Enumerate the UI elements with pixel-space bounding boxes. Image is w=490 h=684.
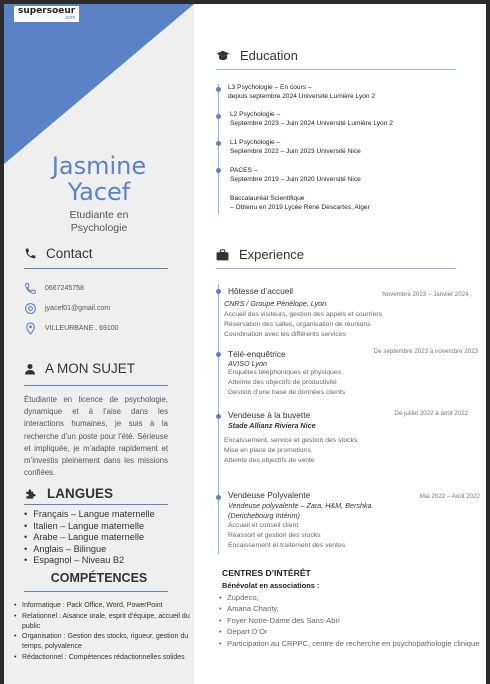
job-task: Atteinte des objectifs de vente (224, 457, 315, 464)
phone-outline-icon (24, 282, 37, 295)
experience-divider (216, 268, 456, 269)
timeline-dot (216, 352, 221, 357)
job-task: Accueil et conseil client (228, 522, 299, 529)
job-date: De septembre 2023 à novembre 2023 (373, 348, 478, 355)
education-degree: L3 Psychologie – En cours – (228, 84, 312, 91)
logo-domain: .com (64, 15, 76, 21)
contact-heading-text: Contact (46, 246, 93, 261)
subtitle-line-1: Etudiante en (69, 209, 129, 221)
list-item: • Français – Langue maternelle (24, 509, 155, 521)
education-details: Septembre 2022 – Juin 2023 Université Nice (230, 148, 361, 155)
about-heading-text: A MON SUJET (45, 361, 136, 376)
job-tasks (224, 436, 357, 466)
job-date: De juillet 2022 à août 2022 (394, 410, 468, 417)
contact-phone-row (24, 282, 84, 295)
timeline-dot (216, 414, 221, 419)
person-icon (24, 363, 36, 375)
education-entry (230, 166, 361, 184)
list-item: • Relationnel : Aisance orale, esprit d’équipe, accueil du public (14, 612, 192, 632)
job-task: Accueil des visiteurs, gestion des appels et courriers (224, 311, 382, 318)
list-item: • Organisation : Gestion des stocks, rigueur, gestion du temps, polyvalence (14, 632, 192, 652)
postal-address: VILLEURBANE , 69100 (45, 325, 119, 332)
experience-heading (216, 247, 304, 262)
education-heading-text: Education (240, 48, 298, 63)
logo-text: supersoeur (18, 6, 76, 16)
timeline-dot (216, 114, 221, 119)
education-entry (228, 83, 375, 101)
contact-address-row (24, 322, 119, 335)
about-heading (24, 361, 135, 376)
education-details: – Obtenu en 2019 Lycée René Descartes, Alger (230, 204, 370, 211)
job-task: Encaissement, service et gestion des stocks (224, 437, 358, 444)
sidebar (4, 4, 194, 684)
contact-divider (24, 268, 168, 269)
list-item: • Depart D’Or (219, 626, 484, 637)
job-subtitle (4, 209, 194, 235)
job-task: Encaissement et traitement des ventes (228, 542, 346, 549)
interests-heading: CENTRES D’INTÉRÊT (222, 568, 311, 578)
list-item: • Espagnol – Niveau B2 (24, 555, 155, 567)
education-divider (216, 69, 456, 70)
education-degree: L1 Psychologie – (230, 139, 281, 146)
job-company-detail: (Derichebourg Intérim) (228, 511, 300, 520)
job-task: Réassort et gestion des stocks (228, 532, 321, 539)
skills-heading: COMPÉTENCES (50, 571, 148, 585)
languages-heading-text: LANGUES (47, 486, 114, 501)
list-item: • Informatique : Pack Office, Word, PowerPoint (14, 601, 192, 611)
education-timeline (218, 84, 219, 214)
languages-list (24, 509, 155, 567)
education-degree: PACES – (230, 167, 258, 174)
list-item: • Zupdeco, (219, 592, 484, 603)
timeline-dot (216, 141, 221, 146)
job-task: Enquêtes téléphoniques et physiques (228, 369, 341, 376)
education-entry (230, 138, 361, 156)
blue-triangle-decoration (4, 4, 194, 164)
location-pin-icon (24, 322, 37, 335)
experience-timeline (218, 284, 219, 554)
job-tasks (228, 521, 345, 551)
job-task: Réservation des salles, organisation de réunions (224, 321, 371, 328)
contact-email-row (24, 302, 110, 315)
about-divider (24, 385, 168, 386)
skills-divider (24, 591, 168, 592)
list-item: • Participation au CRPPC, centre de recherche en psychopathologie clinique (219, 638, 484, 649)
list-item: • Arabe – Langue maternelle (24, 532, 155, 544)
list-item: • Italien – Langue maternelle (24, 521, 155, 533)
graduation-cap-icon (216, 50, 230, 62)
phone-icon (24, 247, 37, 260)
job-date: Mai 2022 – Août 2022 (419, 493, 480, 500)
phone-number[interactable]: 0667245758 (45, 285, 84, 292)
education-degree: L2 Psychologie – (230, 111, 281, 118)
education-entry (230, 194, 370, 212)
job-task: Gestion d’une base de données clients (228, 389, 346, 396)
interests-subheading: Bénévolat en associations : (222, 581, 320, 590)
briefcase-icon (216, 249, 229, 261)
timeline-dot (216, 168, 221, 173)
languages-divider (24, 504, 168, 505)
list-item: • Anglais – Bilingue (24, 544, 155, 556)
timeline-dot (216, 289, 221, 294)
skills-list (14, 601, 192, 663)
timeline-dot (216, 87, 221, 92)
education-degree: Baccalauréat Scientifique (230, 195, 305, 202)
last-name: Yacef (67, 178, 131, 206)
job-title: Télé-enquêtrice (228, 349, 286, 359)
languages-heading (24, 486, 113, 501)
education-details: Septembre 2019 – Juin 2020 Université Nice (230, 176, 361, 183)
job-tasks (228, 368, 345, 398)
email-address[interactable]: jyacef01@gmail.com (45, 305, 111, 312)
list-item: • Foyer Notre-Dame des Sans-Abri (219, 615, 484, 626)
education-details: Septembre 2023 – Juin 2024 Université Lumière Lyon 2 (230, 120, 393, 127)
puzzle-icon (24, 487, 38, 501)
job-company: Vendeuse polyvalente – Zara, H&M, Bershka (228, 501, 372, 510)
timeline-dot (216, 495, 221, 500)
job-date: Novembre 2023 – Janvier 2024 , (382, 291, 472, 298)
job-title: Vendeuse à la buvette (228, 410, 311, 420)
interests-list (219, 592, 484, 649)
first-name: Jasmine (51, 152, 147, 180)
at-sign-icon (24, 302, 37, 315)
job-task: Mise en place de promotions (224, 447, 311, 454)
list-item: • Amana Charity, (219, 603, 484, 614)
list-item: • Rédactionnel : Compétences rédactionnelles solides (14, 653, 192, 663)
education-heading (216, 48, 298, 63)
job-task: Coordination avec les différents services (224, 331, 346, 338)
education-details: depuis septembre 2024 Université Lumière Lyon 2 (228, 93, 376, 100)
education-entry (230, 110, 393, 128)
subtitle-line-2: Psychologie (70, 222, 128, 234)
job-title: Vendeuse Polyvalente (228, 490, 311, 500)
job-company: AVISO Lyon (228, 359, 268, 368)
about-text: Étudiante en licence de psychologie, dynamique et à l’aise dans les interactions humaines, je suis à la recherche d’un poste pour l’été. Sérieuse et impliquée, je m’adapte rapidement et m’investis pleinement dans les missions confiées. (24, 395, 168, 478)
experience-heading-text: Experience (239, 247, 305, 262)
job-tasks (224, 310, 382, 340)
job-task: Atteinte des objectifs de productivité (228, 379, 337, 386)
job-title: Hôtesse d’accueil (228, 286, 294, 296)
supersoeur-logo (14, 6, 79, 22)
job-company: Stade Allianz Riviera Nice (228, 421, 316, 430)
contact-heading (24, 246, 93, 261)
job-company: CNRS / Groupe Pénélope, Lyon (224, 299, 327, 308)
resume-page (4, 4, 486, 684)
